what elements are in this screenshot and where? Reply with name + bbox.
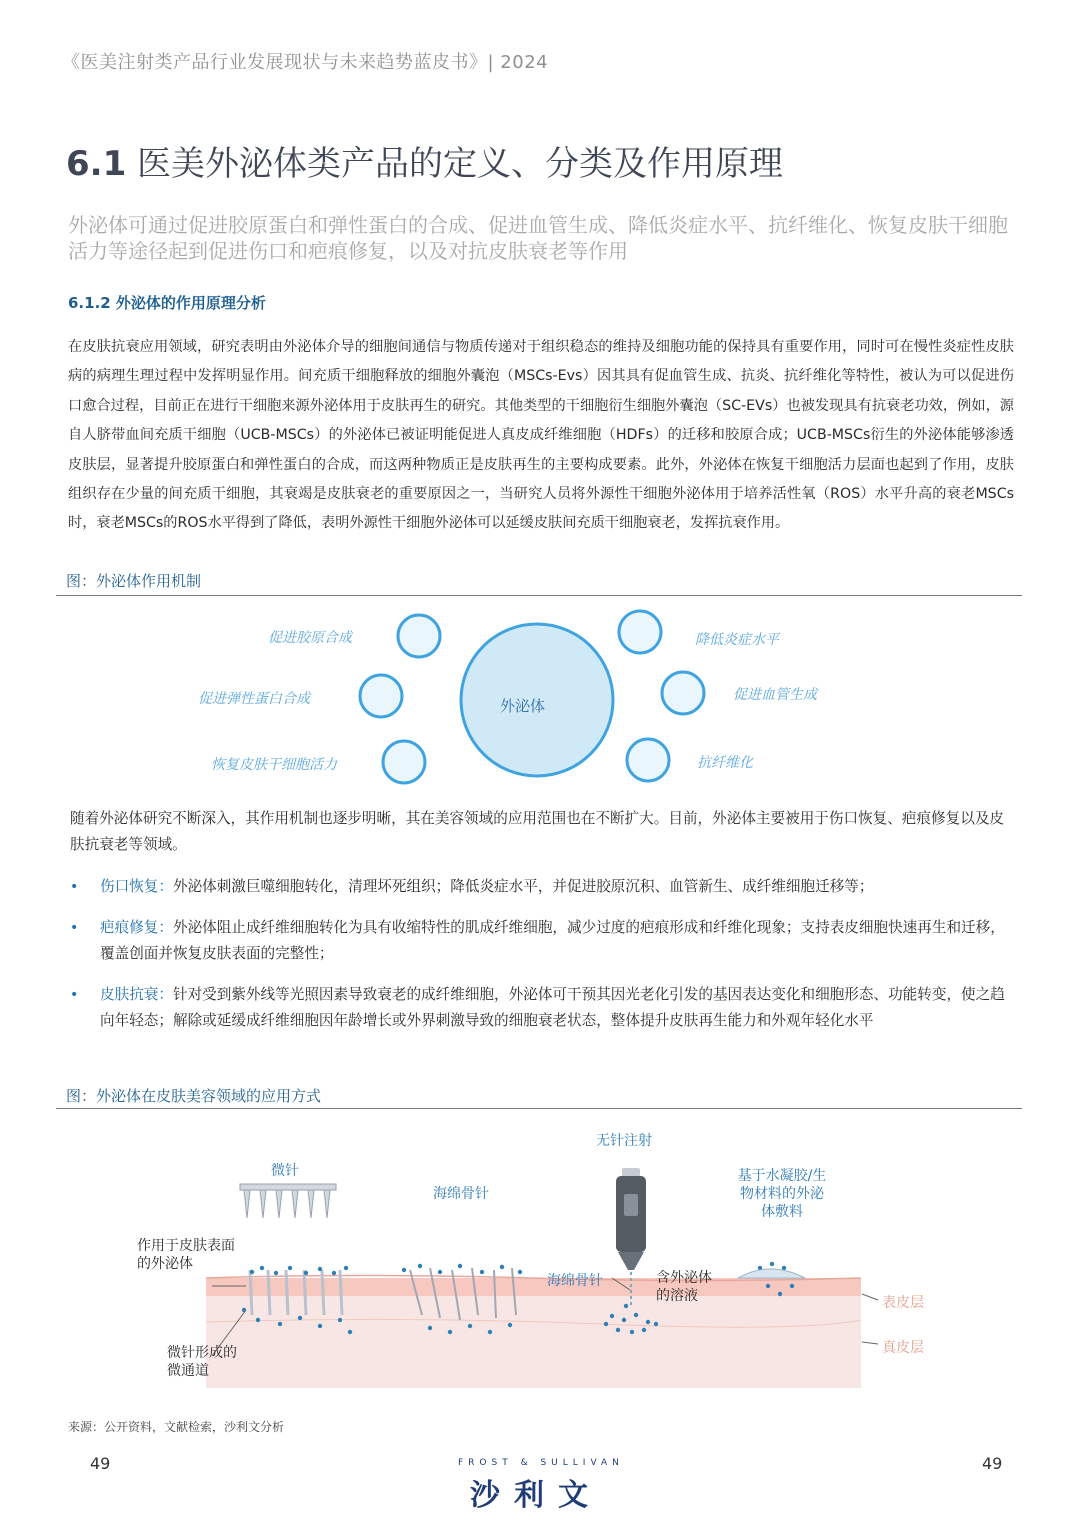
bullet-dot: • bbox=[70, 920, 79, 936]
page-number-left: 49 bbox=[90, 1454, 111, 1473]
subsection-title: 6.1.2 外泌体的作用原理分析 bbox=[68, 294, 266, 312]
bullet-text: 针对受到紫外线等光照因素导致衰老的成纤维细胞，外泌体可干预其因光老化引发的基因表达变化和细胞形态、功能转变，使之趋向年轻态；解除或延缓成纤维细胞因年龄增长或外界刺激导致的细胞衰老状态，整体提升皮肤再生能力和外观年轻化水平 bbox=[100, 986, 1005, 1029]
bullet-keyword: 伤口恢复： bbox=[100, 878, 173, 895]
section-number: 6.1 bbox=[66, 144, 127, 184]
bullet-keyword: 疤痕修复： bbox=[100, 919, 173, 936]
label-sponge-spicule-mid: 海绵骨针 bbox=[547, 1273, 603, 1289]
section-title-text: 医美外泌体类产品的定义、分类及作用原理 bbox=[137, 144, 784, 184]
microneedle-patch bbox=[240, 1184, 336, 1218]
label-needle-free-injection: 无针注射 bbox=[596, 1133, 652, 1149]
figure-1-caption: 图：外泌体作用机制 bbox=[66, 572, 202, 590]
bullet-keyword: 皮肤抗衰： bbox=[100, 986, 173, 1003]
dermis-layer bbox=[206, 1296, 861, 1388]
page-number-right: 49 bbox=[982, 1454, 1003, 1473]
label-surface-exosome: 作用于皮肤表面的外泌体 bbox=[137, 1238, 235, 1272]
bullet-dot: • bbox=[70, 879, 79, 895]
label-stem-cell: 恢复皮肤干细胞活力 bbox=[211, 757, 337, 773]
label-collagen: 促进胶原合成 bbox=[268, 630, 352, 646]
source-note: 来源：公开资料，文献检索，沙利文分析 bbox=[68, 1420, 285, 1434]
label-dermis: 真皮层 bbox=[882, 1340, 924, 1356]
bullet-text: 外泌体刺激巨噬细胞转化，清理坏死组织；降低炎症水平，并促进胶原沉积、血管新生、成纤维细胞迁移等； bbox=[172, 878, 874, 895]
brand-name-en: FROST & SULLIVAN bbox=[458, 1458, 624, 1468]
label-elastin: 促进弹性蛋白合成 bbox=[198, 691, 310, 707]
small-cell-angiogenesis bbox=[662, 672, 704, 714]
bullet-anti-aging bbox=[70, 982, 1016, 1034]
section-summary: 外泌体可通过促进胶原蛋白和弹性蛋白的合成、促进血管生成、降低炎症水平、抗纤维化、恢复皮肤干细胞活力等途径起到促进伤口和疤痕修复，以及对抗皮肤衰老等作用 bbox=[68, 213, 1008, 263]
exosome-center-label: 外泌体 bbox=[500, 697, 546, 715]
body-paragraph-1: 在皮肤抗衰应用领域，研究表明由外泌体介导的细胞间通信与物质传递对于组织稳态的维持及细胞功能的保持具有重要作用，同时可在慢性炎症性皮肤病的病理生理过程中发挥明显作用。间充质干细胞释放的细胞外囊泡（MSCs-Evs）因其具有促血管生成、抗炎、抗纤维化等特性，被认为可以促进伤口愈合过程，目前正在进行干细胞来源外泌体用于皮肤再生的研究。其他类型的干细胞衍生细胞外囊泡（SC-EVs）也被发现具有抗衰老功效，例如，源自人脐带血间充质干细胞（UCB-MSCs）的外泌体已被证明能促进人真皮成纤维细胞（HDFs）的迁移和胶原合成；UCB-MSCs衍生的外泌体能够渗透皮肤层，显著提升胶原蛋白和弹性蛋白的合成，而这两种物质正是皮肤再生的主要构成要素。此外，外泌体在恢复干细胞活力层面也起到了作用，皮肤组织存在少量的间充质干细胞，其衰竭是皮肤衰老的重要原因之一，当研究人员将外源性干细胞外泌体用于培养活性氧（ROS）水平升高的衰老MSCs时，衰老MSCs的ROS水平得到了降低，表明外源性干细胞外泌体可以延缓皮肤间充质干细胞衰老，发挥抗衰作用。 bbox=[68, 339, 1014, 532]
body-paragraph-2: 随着外泌体研究不断深入，其作用机制也逐步明晰，其在美容领域的应用范围也在不断扩大。目前，外泌体主要被用于伤口恢复、疤痕修复以及皮肤抗衰老等领域。 bbox=[70, 810, 1005, 853]
bullet-dot: • bbox=[70, 987, 79, 1003]
label-exosome-solution: 含外泌体的溶液 bbox=[656, 1270, 712, 1304]
section-title bbox=[66, 136, 783, 185]
bullet-text: 外泌体阻止成纤维细胞转化为具有收缩特性的肌成纤维细胞，减少过度的疤痕形成和纤维化现象；支持表皮细胞快速再生和迁移，覆盖创面并恢复皮肤表面的完整性； bbox=[100, 919, 1005, 962]
document-title: 《医美注射类产品行业发展现状与未来趋势蓝皮书》| 2024 bbox=[62, 52, 549, 73]
small-cell-collagen bbox=[398, 615, 440, 657]
label-epidermis: 表皮层 bbox=[882, 1295, 924, 1311]
label-angiogenesis: 促进血管生成 bbox=[733, 687, 817, 703]
small-cell-fibrosis bbox=[627, 739, 669, 781]
hydrogel-dressing bbox=[738, 1269, 805, 1278]
label-inflammation: 降低炎症水平 bbox=[695, 632, 779, 648]
figure-2-rule bbox=[56, 1108, 1022, 1109]
label-sponge-spicule-top: 海绵骨针 bbox=[433, 1186, 489, 1202]
small-cell-inflammation bbox=[619, 611, 661, 653]
figure-1-rule bbox=[56, 595, 1022, 596]
label-hydrogel-dressing: 基于水凝胶/生物材料的外泌体敷料 bbox=[737, 1168, 827, 1220]
bullet-wound-recovery bbox=[70, 874, 1016, 900]
small-cell-stem bbox=[383, 741, 425, 783]
label-anti-fibrosis: 抗纤维化 bbox=[697, 755, 753, 771]
label-microneedle: 微针 bbox=[271, 1163, 299, 1179]
label-microchannel: 微针形成的微通道 bbox=[167, 1345, 237, 1379]
brand-logo: 沙利文 bbox=[470, 1478, 602, 1513]
bullet-scar-repair bbox=[70, 915, 1016, 967]
figure-2-caption: 图：外泌体在皮肤美容领域的应用方式 bbox=[66, 1087, 322, 1105]
small-cell-elastin bbox=[360, 675, 402, 717]
